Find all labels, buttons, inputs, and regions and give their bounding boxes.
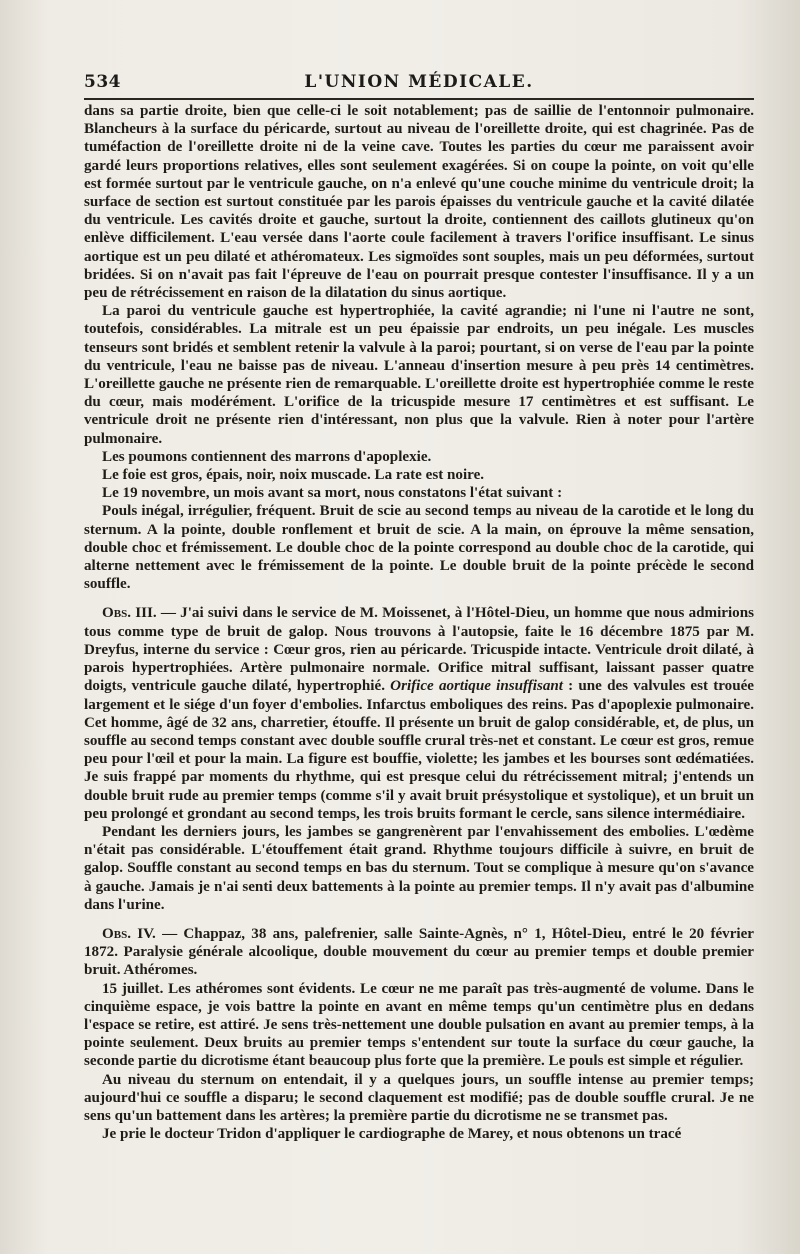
page-header bbox=[84, 72, 754, 96]
paragraph-last-days: Pendant les derniers jours, les jambes se gangrenèrent par l'envahissement des embolies. L'œdème n'était pas considérable. L'étouffement était grand. Rhythme toujours difficile à suivre, en bruit de galop. Souffle constant au second temps en bas du sternum. Tout se complique à mesure qu'on s'avance à gauche. Jamais je n'ai senti deux battements à la pointe au premier temps. Il n'y avait pas d'albumine dans l'urine. bbox=[84, 823, 754, 913]
paragraph-november: Le 19 novembre, un mois avant sa mort, nous constatons l'état suivant : bbox=[102, 485, 563, 502]
observation-3-label: Obs. III. bbox=[102, 605, 157, 622]
observation-4-label: Obs. IV. bbox=[102, 925, 156, 942]
running-title: L'UNION MÉDICALE. bbox=[304, 72, 534, 92]
observation-3-italic: Orifice aortique insuffisant bbox=[390, 678, 563, 695]
body-text bbox=[84, 102, 754, 1143]
observation-3-text-a: — J'ai suivi dans le service de M. Moissenet, à l'Hôtel-Dieu, un homme que nous admirions tous comme type de bruit de galop. Nous trouvons à l'autopsie, faite le 16 décembre 1875 par M. Dreyfus, interne du service : Cœur gros, rien au péricarde. Tricuspide intacte. Ventricule droit dilaté, à parois hypertrophiées. Artère pulmonaire normale. Orifice mitral suffisant, laissant passer quatre doigts, ventricule gauche dilaté, hypertrophié. bbox=[84, 605, 754, 695]
paragraph-sternum: Au niveau du sternum on entendait, il y a quelques jours, un souffle intense au premier temps; aujourd'hui ce souffle a disparu; le second claquement est modifié; pas de double souffle crural. Je ne sens qu'un battement dans les artères; la première partie du dicrotisme ne se transmet pas. bbox=[84, 1071, 754, 1124]
paragraph-cardiograph: Je prie le docteur Tridon d'appliquer le cardiographe de Marey, et nous obtenons un tracé bbox=[102, 1126, 682, 1143]
paragraph-liver: Le foie est gros, épais, noir, noix muscade. La rate est noire. bbox=[102, 467, 485, 484]
observation-3-text-b: : une des valvules est trouée largement et le siége d'un foyer d'embolies. Infarctus emboliques des reins. Pas d'apoplexie pulmonaire. Cet homme, âgé de 32 ans, charretier, étouffe. Il présente un bruit de galop considérable, et, de plus, un souffle au second temps constant avec double souffle crural très-net et constant. Le cœur est gros, remue peu pour l'œil et pour la main. La figure est bouffie, violette; les jambes et les bourses sont œdématiées. Je suis frappé par moments du rhythme, qui est presque celui du rétrécissement mitral; j'entends un double bruit rude au premier temps (comme s'il y avait bruit présystolique et systolique), et un bruit un peu prolongé et grondant au second temps, les trois bruits formant le cercle, sans silence intermédiaire. bbox=[84, 678, 755, 822]
paragraph-observation-3 bbox=[84, 604, 754, 822]
paragraph-observation-4 bbox=[84, 925, 754, 980]
paragraph-lungs: Les poumons contiennent des marrons d'apoplexie. bbox=[102, 448, 432, 465]
paragraph-pulse: Pouls inégal, irrégulier, fréquent. Bruit de scie au second temps au niveau de la carotide et le long du sternum. A la pointe, double ronflement et bruit de scie. A la main, on éprouve la même sensation, double choc et frémissement. Le double choc de la pointe correspond au double choc de la carotide, qui alterne nettement avec le frémissement de la pointe. Le double bruit de la pointe précède le second souffle. bbox=[84, 503, 754, 593]
page-number: 534 bbox=[84, 72, 121, 92]
header-rule bbox=[84, 98, 754, 100]
paragraph-july: 15 juillet. Les athéromes sont évidents. Le cœur ne me paraît pas très-augmenté de volume. Dans le cinquième espace, je vois battre la pointe en avant en même temps qu'un centimètre plus en dedans l'espace se retire, est attiré. Je sens très-nettement une double pulsation en avant au premier temps, à la pointe seulement. Deux bruits au premier temps s'entendent sur toute la surface du cœur gauche, la seconde partie du dicrotisme étant beaucoup plus forte que la première. Le pouls est simple et régulier. bbox=[84, 980, 754, 1070]
observation-4-text: — Chappaz, 38 ans, palefrenier, salle Sainte-Agnès, n° 1, Hôtel-Dieu, entré le 20 février 1872. Paralysie générale alcoolique, double mouvement du cœur au premier temps et double premier bruit. Athéromes. bbox=[84, 925, 755, 979]
paragraph-autopsy-heart: dans sa partie droite, bien que celle-ci le soit notablement; pas de saillie de l'entonnoir pulmonaire. Blancheurs à la surface du péricarde, surtout au niveau de l'oreillette droite, qui est chagrinée. Pas de tuméfaction de l'oreillette droite ni de la veine cave. Toutes les parties du cœur me paraissent avoir gardé leurs proportions relatives, elles sont seulement exagérées. Si on coupe la pointe, on voit qu'elle est formée surtout par le ventricule gauche, on n'a enlevé qu'une couche minime du ventricule droit; la surface de section est surtout constituée par les parois épaisses du ventricule gauche et la cavité dilatée du ventricule. Les cavités droite et gauche, surtout la droite, contiennent des caillots glutineux qu'on enlève difficilement. L'eau versée dans l'aorte coule facilement à travers l'orifice insuffisant. Le sinus aortique est un peu dilaté et athéromateux. Les sigmoïdes sont souples, mais un peu déformées, surtout bridées. Si on n'avait pas fait l'épreuve de l'eau on pourrait presque contester l'insuffisance. Il y a un peu de rétrécissement en raison de la dilatation du sinus aortique. bbox=[84, 103, 754, 302]
paragraph-left-ventricle: La paroi du ventricule gauche est hypertrophiée, la cavité agrandie; ni l'une ni l'autre ne sont, toutefois, considérables. La mitrale est un peu épaissie par endroits, un peu inégale. Les muscles tenseurs sont bridés et semblent retenir la valvule à la paroi; pourtant, si on verse de l'eau par la pointe du ventricule, l'eau ne baisse pas de niveau. L'anneau d'insertion mesure à peu près 14 centimètres. L'oreillette gauche ne présente rien de remarquable. L'oreillette droite est hypertrophiée comme le reste du cœur, mais modérément. L'orifice de la tricuspide mesure 17 centimètres et est suffisant. Le ventricule droit ne présente rien d'intéressant, non plus que la valvule. Rien à noter pour l'artère pulmonaire. bbox=[84, 303, 754, 447]
